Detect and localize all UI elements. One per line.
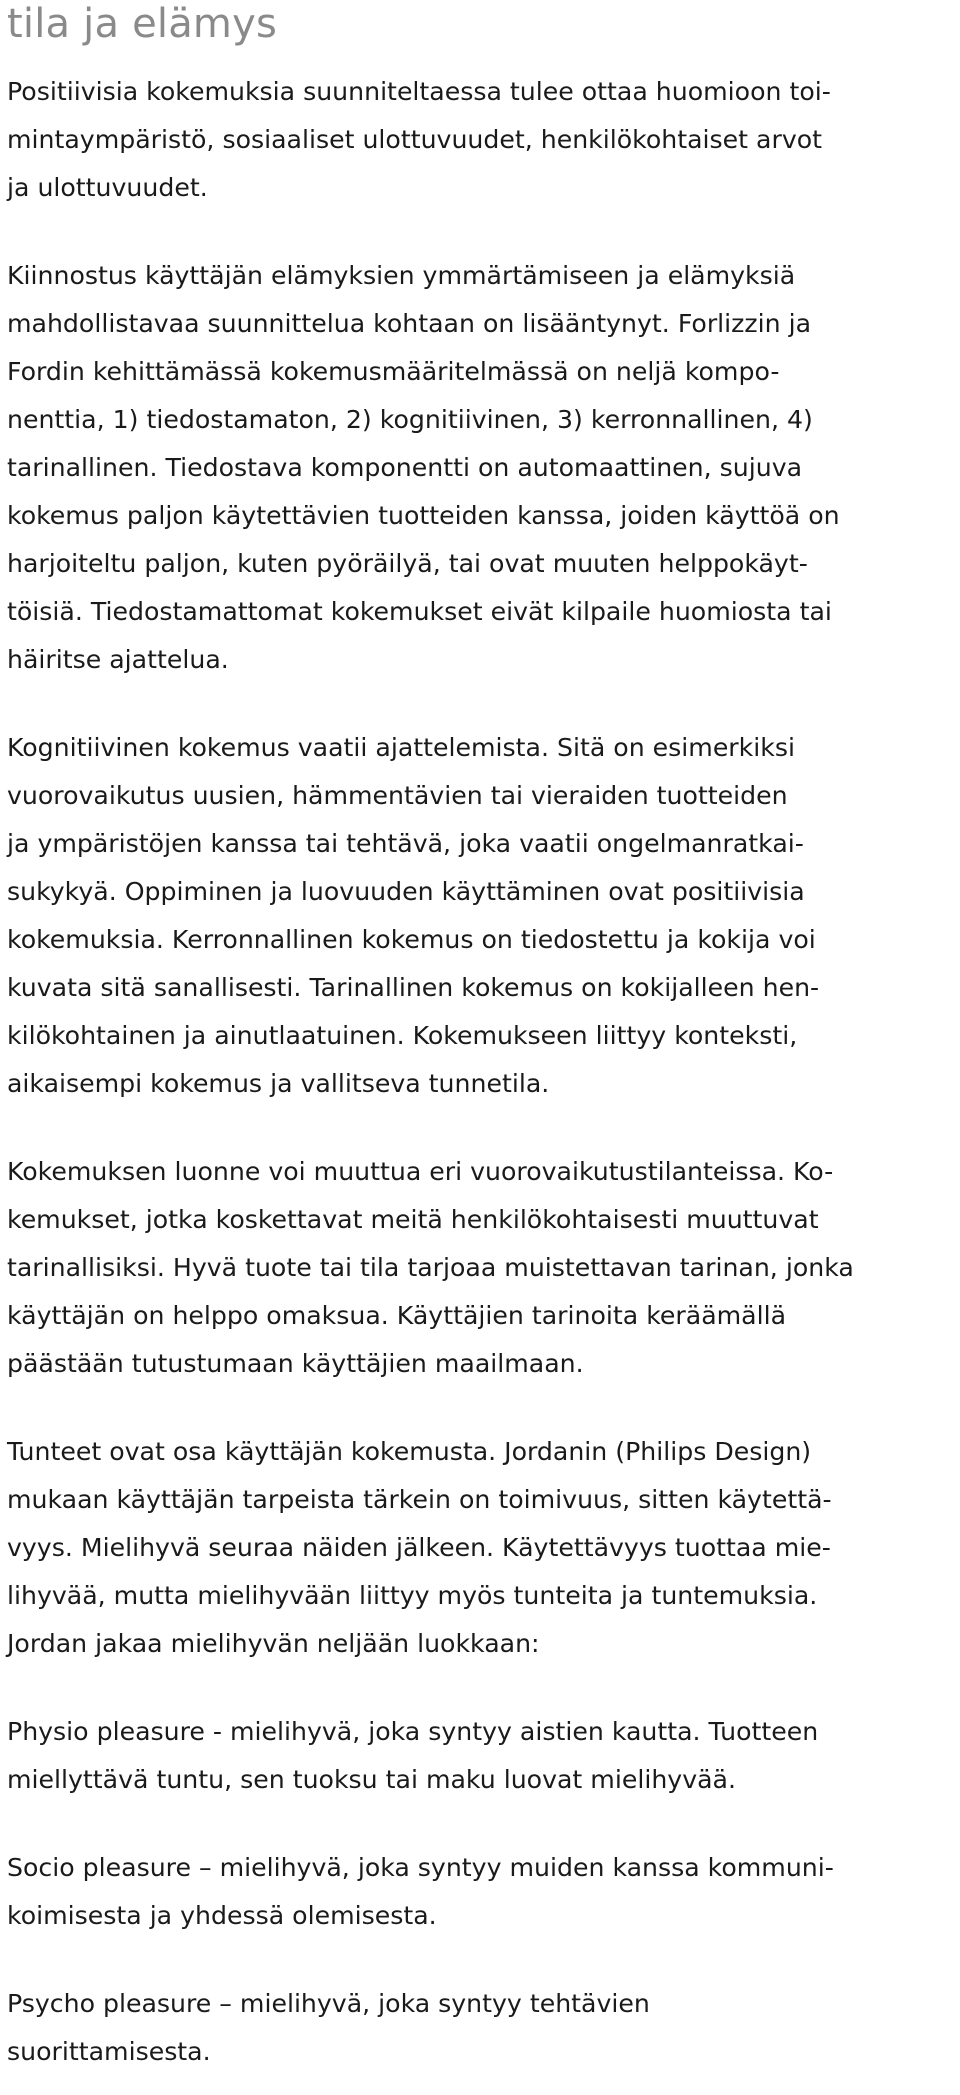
paragraph <box>7 1428 953 1668</box>
text-line: miellyttävä tuntu, sen tuoksu tai maku luovat mielihyvää. <box>7 1765 736 1794</box>
paragraph <box>7 1980 953 2076</box>
text-line: kokemus paljon käytettävien tuotteiden kanssa, joiden käyttöä on <box>7 501 840 530</box>
text-line: kokemuksia. Kerronnallinen kokemus on tiedostettu ja kokija voi <box>7 925 816 954</box>
paragraph <box>7 68 953 212</box>
paragraph <box>7 724 953 1108</box>
text-line: mintaympäristö, sosiaaliset ulottuvuudet, henkilökohtaiset arvot <box>7 125 823 154</box>
section-heading: tila ja elämys <box>7 1 277 47</box>
text-line: lihyvää, mutta mielihyvään liittyy myös tunteita ja tuntemuksia. <box>7 1581 818 1610</box>
text-line: kemukset, jotka koskettavat meitä henkilökohtaisesti muuttuvat <box>7 1205 819 1234</box>
text-line: Kiinnostus käyttäjän elämyksien ymmärtämiseen ja elämyksiä <box>7 261 796 290</box>
text-line: suorittamisesta. <box>7 2037 211 2066</box>
paragraph-gap <box>7 212 953 252</box>
text-line: koimisesta ja yhdessä olemisesta. <box>7 1901 437 1930</box>
text-line: päästään tutustumaan käyttäjien maailmaan. <box>7 1349 584 1378</box>
text-line: mahdollistavaa suunnittelua kohtaan on lisääntynyt. Forlizzin ja <box>7 309 812 338</box>
text-line: Kokemuksen luonne voi muuttua eri vuorovaikutustilanteissa. Ko- <box>7 1157 834 1186</box>
text-line: häiritse ajattelua. <box>7 645 229 674</box>
paragraph-gap <box>7 1388 953 1428</box>
text-line: nenttia, 1) tiedostamaton, 2) kognitiivinen, 3) kerronnallinen, 4) <box>7 405 813 434</box>
text-line: harjoiteltu paljon, kuten pyöräilyä, tai ovat muuten helppokäyt- <box>7 549 808 578</box>
paragraph-gap <box>7 1940 953 1980</box>
text-line: tarinallinen. Tiedostava komponentti on automaattinen, sujuva <box>7 453 803 482</box>
text-line: vuorovaikutus uusien, hämmentävien tai vieraiden tuotteiden <box>7 781 788 810</box>
text-line: töisiä. Tiedostamattomat kokemukset eivät kilpaile huomiosta tai <box>7 597 832 626</box>
paragraph-gap <box>7 1804 953 1844</box>
text-line: käyttäjän on helppo omaksua. Käyttäjien tarinoita keräämällä <box>7 1301 787 1330</box>
text-line: Physio pleasure - mielihyvä, joka syntyy aistien kautta. Tuotteen <box>7 1717 819 1746</box>
paragraph <box>7 1708 953 1804</box>
text-line: Tunteet ovat osa käyttäjän kokemusta. Jordanin (Philips Design) <box>7 1437 812 1466</box>
document-page <box>7 0 953 2076</box>
paragraph <box>7 1148 953 1388</box>
paragraph-gap <box>7 684 953 724</box>
text-line: kilökohtainen ja ainutlaatuinen. Kokemukseen liittyy konteksti, <box>7 1021 798 1050</box>
text-line: Kognitiivinen kokemus vaatii ajattelemista. Sitä on esimerkiksi <box>7 733 795 762</box>
text-line: Psycho pleasure – mielihyvä, joka syntyy tehtävien <box>7 1989 650 2018</box>
paragraph-gap <box>7 1108 953 1148</box>
text-line: mukaan käyttäjän tarpeista tärkein on toimivuus, sitten käytettä- <box>7 1485 832 1514</box>
paragraph <box>7 1844 953 1940</box>
text-line: Jordan jakaa mielihyvän neljään luokkaan: <box>7 1629 540 1658</box>
text-line: ja ulottuvuudet. <box>7 173 208 202</box>
text-line: sukykyä. Oppiminen ja luovuuden käyttäminen ovat positiivisia <box>7 877 805 906</box>
text-line: ja ympäristöjen kanssa tai tehtävä, joka vaatii ongelmanratkai- <box>7 829 804 858</box>
paragraph <box>7 252 953 684</box>
text-line: Fordin kehittämässä kokemusmääritelmässä on neljä kompo- <box>7 357 780 386</box>
text-line: Positiivisia kokemuksia suunniteltaessa tulee ottaa huomioon toi- <box>7 77 831 106</box>
text-line: aikaisempi kokemus ja vallitseva tunnetila. <box>7 1069 550 1098</box>
paragraph-gap <box>7 1668 953 1708</box>
text-line: kuvata sitä sanallisesti. Tarinallinen kokemus on kokijalleen hen- <box>7 973 820 1002</box>
text-line: vyys. Mielihyvä seuraa näiden jälkeen. Käytettävyys tuottaa mie- <box>7 1533 831 1562</box>
text-line: Socio pleasure – mielihyvä, joka syntyy muiden kanssa kommuni- <box>7 1853 834 1882</box>
body-text <box>7 68 953 2076</box>
text-line: tarinallisiksi. Hyvä tuote tai tila tarjoaa muistettavan tarinan, jonka <box>7 1253 854 1282</box>
